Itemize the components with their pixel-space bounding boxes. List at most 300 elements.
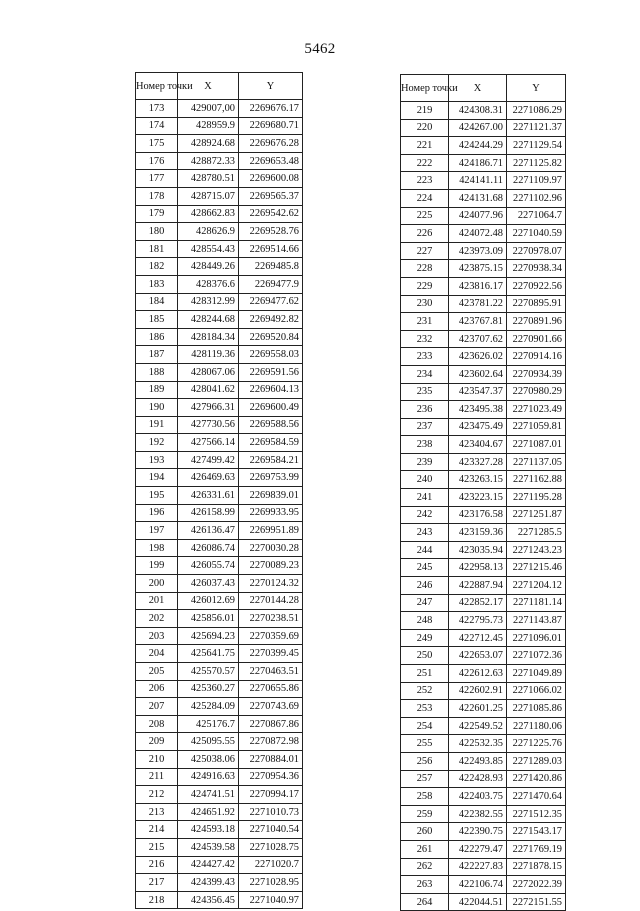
point-number-cell: 190 xyxy=(136,399,178,417)
y-coordinate-cell: 2270655.86 xyxy=(239,680,303,698)
x-coordinate-cell: 422653.07 xyxy=(449,647,507,665)
point-number-cell: 214 xyxy=(136,821,178,839)
point-number-cell: 199 xyxy=(136,557,178,575)
x-coordinate-cell: 428244.68 xyxy=(178,311,239,329)
table-row xyxy=(401,770,566,788)
table-row xyxy=(136,803,303,821)
point-number-cell: 224 xyxy=(401,189,449,207)
point-number-cell: 251 xyxy=(401,665,449,683)
table-row xyxy=(136,786,303,804)
table-row xyxy=(136,100,303,118)
point-number-cell: 247 xyxy=(401,594,449,612)
y-coordinate-cell: 2269485.8 xyxy=(239,258,303,276)
header-x: X xyxy=(449,75,507,102)
y-coordinate-cell: 2271543.17 xyxy=(507,823,566,841)
point-number-cell: 195 xyxy=(136,487,178,505)
point-number-cell: 259 xyxy=(401,805,449,823)
point-number-cell: 244 xyxy=(401,541,449,559)
x-coordinate-cell: 425570.57 xyxy=(178,663,239,681)
point-number-cell: 173 xyxy=(136,100,178,118)
y-coordinate-cell: 2272151.55 xyxy=(507,893,566,911)
x-coordinate-cell: 423767.81 xyxy=(449,313,507,331)
point-number-cell: 262 xyxy=(401,858,449,876)
x-coordinate-cell: 422532.35 xyxy=(449,735,507,753)
point-number-cell: 203 xyxy=(136,627,178,645)
point-number-cell: 204 xyxy=(136,645,178,663)
y-coordinate-cell: 2270895.91 xyxy=(507,295,566,313)
table-row xyxy=(136,381,303,399)
table-row xyxy=(136,399,303,417)
y-coordinate-cell: 2269584.59 xyxy=(239,434,303,452)
x-coordinate-cell: 422428.93 xyxy=(449,770,507,788)
y-coordinate-cell: 2271096.01 xyxy=(507,629,566,647)
x-coordinate-cell: 426158.99 xyxy=(178,504,239,522)
x-coordinate-cell: 426086.74 xyxy=(178,539,239,557)
y-coordinate-cell: 2272022.39 xyxy=(507,876,566,894)
y-coordinate-cell: 2271195.28 xyxy=(507,489,566,507)
x-coordinate-cell: 423875.15 xyxy=(449,260,507,278)
y-coordinate-cell: 2271137.05 xyxy=(507,453,566,471)
point-number-cell: 240 xyxy=(401,471,449,489)
point-number-cell: 264 xyxy=(401,893,449,911)
point-number-cell: 234 xyxy=(401,365,449,383)
x-coordinate-cell: 428067.06 xyxy=(178,363,239,381)
table-row xyxy=(401,559,566,577)
table-row xyxy=(136,821,303,839)
table-row xyxy=(401,489,566,507)
y-coordinate-cell: 2271040.59 xyxy=(507,225,566,243)
y-coordinate-cell: 2270891.96 xyxy=(507,313,566,331)
y-coordinate-cell: 2271769.19 xyxy=(507,840,566,858)
table-row xyxy=(401,471,566,489)
table-row xyxy=(136,522,303,540)
point-number-cell: 246 xyxy=(401,577,449,595)
header-point-number: Номер точки xyxy=(136,73,178,100)
y-coordinate-cell: 2270954.36 xyxy=(239,768,303,786)
x-coordinate-cell: 423404.67 xyxy=(449,436,507,454)
point-number-cell: 260 xyxy=(401,823,449,841)
point-number-cell: 187 xyxy=(136,346,178,364)
table-row xyxy=(401,506,566,524)
x-coordinate-cell: 424651.92 xyxy=(178,803,239,821)
x-coordinate-cell: 423263.15 xyxy=(449,471,507,489)
table-row xyxy=(401,524,566,542)
y-coordinate-cell: 2269600.08 xyxy=(239,170,303,188)
y-coordinate-cell: 2270872.98 xyxy=(239,733,303,751)
point-number-cell: 182 xyxy=(136,258,178,276)
x-coordinate-cell: 426331.61 xyxy=(178,487,239,505)
point-number-cell: 177 xyxy=(136,170,178,188)
table-row xyxy=(136,874,303,892)
y-coordinate-cell: 2270463.51 xyxy=(239,663,303,681)
table-row xyxy=(136,575,303,593)
point-number-cell: 175 xyxy=(136,135,178,153)
x-coordinate-cell: 424141.11 xyxy=(449,172,507,190)
y-coordinate-cell: 2270884.01 xyxy=(239,750,303,768)
y-coordinate-cell: 2269753.99 xyxy=(239,469,303,487)
point-number-cell: 216 xyxy=(136,856,178,874)
point-number-cell: 256 xyxy=(401,752,449,770)
y-coordinate-cell: 2269591.56 xyxy=(239,363,303,381)
x-coordinate-cell: 422887.94 xyxy=(449,577,507,595)
x-coordinate-cell: 425095.55 xyxy=(178,733,239,751)
table-row xyxy=(136,768,303,786)
table-row xyxy=(401,207,566,225)
x-coordinate-cell: 426055.74 xyxy=(178,557,239,575)
table-row xyxy=(401,189,566,207)
y-coordinate-cell: 2270978.07 xyxy=(507,242,566,260)
y-coordinate-cell: 2269604.13 xyxy=(239,381,303,399)
x-coordinate-cell: 422403.75 xyxy=(449,788,507,806)
point-number-cell: 184 xyxy=(136,293,178,311)
table-row xyxy=(136,416,303,434)
x-coordinate-cell: 428376.6 xyxy=(178,275,239,293)
y-coordinate-cell: 2270399.45 xyxy=(239,645,303,663)
point-number-cell: 196 xyxy=(136,504,178,522)
table-row xyxy=(401,752,566,770)
x-coordinate-cell: 422612.63 xyxy=(449,665,507,683)
x-coordinate-cell: 422390.75 xyxy=(449,823,507,841)
table-row xyxy=(401,330,566,348)
table-row xyxy=(401,383,566,401)
point-number-cell: 238 xyxy=(401,436,449,454)
y-coordinate-cell: 2271049.89 xyxy=(507,665,566,683)
table-row xyxy=(401,295,566,313)
point-number-cell: 207 xyxy=(136,698,178,716)
y-coordinate-cell: 2269558.03 xyxy=(239,346,303,364)
x-coordinate-cell: 425641.75 xyxy=(178,645,239,663)
x-coordinate-cell: 426136.47 xyxy=(178,522,239,540)
x-coordinate-cell: 422602.91 xyxy=(449,682,507,700)
point-number-cell: 193 xyxy=(136,451,178,469)
point-number-cell: 201 xyxy=(136,592,178,610)
table-row xyxy=(401,893,566,911)
table-row xyxy=(401,260,566,278)
y-coordinate-cell: 2270124.32 xyxy=(239,575,303,593)
x-coordinate-cell: 422958.13 xyxy=(449,559,507,577)
table-row xyxy=(136,311,303,329)
point-number-cell: 245 xyxy=(401,559,449,577)
y-coordinate-cell: 2270901.66 xyxy=(507,330,566,348)
y-coordinate-cell: 2271512.35 xyxy=(507,805,566,823)
table-row xyxy=(136,891,303,909)
point-number-cell: 255 xyxy=(401,735,449,753)
header-y: Y xyxy=(239,73,303,100)
table-row xyxy=(136,258,303,276)
y-coordinate-cell: 2269565.37 xyxy=(239,187,303,205)
table-row xyxy=(401,277,566,295)
table-row xyxy=(401,665,566,683)
point-number-cell: 232 xyxy=(401,330,449,348)
x-coordinate-cell: 423781.22 xyxy=(449,295,507,313)
table-header-row xyxy=(401,75,566,102)
x-coordinate-cell: 428119.36 xyxy=(178,346,239,364)
x-coordinate-cell: 428184.34 xyxy=(178,328,239,346)
y-coordinate-cell: 2270867.86 xyxy=(239,715,303,733)
table-row xyxy=(401,612,566,630)
point-number-cell: 219 xyxy=(401,102,449,120)
x-coordinate-cell: 423223.15 xyxy=(449,489,507,507)
header-point-number: Номер точки xyxy=(401,75,449,102)
x-coordinate-cell: 422549.52 xyxy=(449,717,507,735)
y-coordinate-cell: 2271143.87 xyxy=(507,612,566,630)
x-coordinate-cell: 425360.27 xyxy=(178,680,239,698)
y-coordinate-cell: 2271181.14 xyxy=(507,594,566,612)
point-number-cell: 194 xyxy=(136,469,178,487)
point-number-cell: 263 xyxy=(401,876,449,894)
x-coordinate-cell: 429007,00 xyxy=(178,100,239,118)
table-row xyxy=(136,152,303,170)
y-coordinate-cell: 2271102.96 xyxy=(507,189,566,207)
table-row xyxy=(136,346,303,364)
x-coordinate-cell: 423602.64 xyxy=(449,365,507,383)
point-number-cell: 215 xyxy=(136,838,178,856)
x-coordinate-cell: 422227.83 xyxy=(449,858,507,876)
x-coordinate-cell: 428780.51 xyxy=(178,170,239,188)
x-coordinate-cell: 423176.58 xyxy=(449,506,507,524)
table-row xyxy=(401,401,566,419)
point-number-cell: 220 xyxy=(401,119,449,137)
y-coordinate-cell: 2269477.62 xyxy=(239,293,303,311)
x-coordinate-cell: 427966.31 xyxy=(178,399,239,417)
x-coordinate-cell: 428041.62 xyxy=(178,381,239,399)
x-coordinate-cell: 425694.23 xyxy=(178,627,239,645)
table-row xyxy=(136,223,303,241)
table-row xyxy=(401,629,566,647)
table-row xyxy=(401,840,566,858)
table-row xyxy=(401,577,566,595)
y-coordinate-cell: 2271215.46 xyxy=(507,559,566,577)
point-number-cell: 248 xyxy=(401,612,449,630)
y-coordinate-cell: 2270980.29 xyxy=(507,383,566,401)
table-row xyxy=(136,610,303,628)
point-number-cell: 254 xyxy=(401,717,449,735)
table-row xyxy=(136,592,303,610)
table-row xyxy=(401,365,566,383)
point-number-cell: 176 xyxy=(136,152,178,170)
table-header-row xyxy=(136,73,303,100)
table-row xyxy=(401,700,566,718)
y-coordinate-cell: 2269492.82 xyxy=(239,311,303,329)
point-number-cell: 243 xyxy=(401,524,449,542)
point-number-cell: 192 xyxy=(136,434,178,452)
y-coordinate-cell: 2270922.56 xyxy=(507,277,566,295)
x-coordinate-cell: 426012.69 xyxy=(178,592,239,610)
point-number-cell: 181 xyxy=(136,240,178,258)
point-number-cell: 223 xyxy=(401,172,449,190)
point-number-cell: 197 xyxy=(136,522,178,540)
y-coordinate-cell: 2269933.95 xyxy=(239,504,303,522)
y-coordinate-cell: 2269584.21 xyxy=(239,451,303,469)
point-number-cell: 221 xyxy=(401,137,449,155)
x-coordinate-cell: 424427.42 xyxy=(178,856,239,874)
y-coordinate-cell: 2269676.17 xyxy=(239,100,303,118)
y-coordinate-cell: 2269514.66 xyxy=(239,240,303,258)
point-number-cell: 210 xyxy=(136,750,178,768)
x-coordinate-cell: 425038.06 xyxy=(178,750,239,768)
point-number-cell: 233 xyxy=(401,348,449,366)
y-coordinate-cell: 2269653.48 xyxy=(239,152,303,170)
y-coordinate-cell: 2270359.69 xyxy=(239,627,303,645)
point-number-cell: 253 xyxy=(401,700,449,718)
x-coordinate-cell: 428449.26 xyxy=(178,258,239,276)
y-coordinate-cell: 2269839.01 xyxy=(239,487,303,505)
header-x: X xyxy=(178,73,239,100)
x-coordinate-cell: 428715.07 xyxy=(178,187,239,205)
x-coordinate-cell: 424539.58 xyxy=(178,838,239,856)
point-number-cell: 206 xyxy=(136,680,178,698)
y-coordinate-cell: 2271010.73 xyxy=(239,803,303,821)
point-number-cell: 235 xyxy=(401,383,449,401)
y-coordinate-cell: 2269676.28 xyxy=(239,135,303,153)
point-number-cell: 222 xyxy=(401,154,449,172)
y-coordinate-cell: 2271020.7 xyxy=(239,856,303,874)
y-coordinate-cell: 2271085.86 xyxy=(507,700,566,718)
point-number-cell: 179 xyxy=(136,205,178,223)
table-row xyxy=(136,733,303,751)
table-row xyxy=(136,293,303,311)
y-coordinate-cell: 2270238.51 xyxy=(239,610,303,628)
table-row xyxy=(401,137,566,155)
x-coordinate-cell: 423707.62 xyxy=(449,330,507,348)
y-coordinate-cell: 2271162.88 xyxy=(507,471,566,489)
x-coordinate-cell: 428312.99 xyxy=(178,293,239,311)
point-number-cell: 257 xyxy=(401,770,449,788)
point-number-cell: 178 xyxy=(136,187,178,205)
x-coordinate-cell: 424593.18 xyxy=(178,821,239,839)
y-coordinate-cell: 2270089.23 xyxy=(239,557,303,575)
y-coordinate-cell: 2269951.89 xyxy=(239,522,303,540)
point-number-cell: 218 xyxy=(136,891,178,909)
point-number-cell: 237 xyxy=(401,418,449,436)
x-coordinate-cell: 422382.55 xyxy=(449,805,507,823)
table-row xyxy=(401,453,566,471)
y-coordinate-cell: 2269680.71 xyxy=(239,117,303,135)
table-row xyxy=(136,680,303,698)
x-coordinate-cell: 422712.45 xyxy=(449,629,507,647)
y-coordinate-cell: 2271028.75 xyxy=(239,838,303,856)
table-row xyxy=(136,539,303,557)
y-coordinate-cell: 2269477.9 xyxy=(239,275,303,293)
x-coordinate-cell: 424308.31 xyxy=(449,102,507,120)
point-number-cell: 186 xyxy=(136,328,178,346)
table-row xyxy=(136,363,303,381)
y-coordinate-cell: 2270743.69 xyxy=(239,698,303,716)
x-coordinate-cell: 422795.73 xyxy=(449,612,507,630)
y-coordinate-cell: 2271129.54 xyxy=(507,137,566,155)
point-number-cell: 189 xyxy=(136,381,178,399)
y-coordinate-cell: 2269520.84 xyxy=(239,328,303,346)
table-row xyxy=(136,451,303,469)
table-row xyxy=(136,328,303,346)
point-number-cell: 183 xyxy=(136,275,178,293)
point-number-cell: 208 xyxy=(136,715,178,733)
point-number-cell: 211 xyxy=(136,768,178,786)
table-row xyxy=(136,117,303,135)
table-row xyxy=(136,715,303,733)
table-row xyxy=(136,135,303,153)
table-row xyxy=(401,436,566,454)
table-row xyxy=(401,119,566,137)
y-coordinate-cell: 2271125.82 xyxy=(507,154,566,172)
x-coordinate-cell: 428872.33 xyxy=(178,152,239,170)
x-coordinate-cell: 423035.94 xyxy=(449,541,507,559)
y-coordinate-cell: 2271087.01 xyxy=(507,436,566,454)
table-row xyxy=(136,645,303,663)
table-row xyxy=(136,698,303,716)
y-coordinate-cell: 2271289.03 xyxy=(507,752,566,770)
point-number-cell: 213 xyxy=(136,803,178,821)
table-row xyxy=(401,876,566,894)
y-coordinate-cell: 2270144.28 xyxy=(239,592,303,610)
point-number-cell: 231 xyxy=(401,313,449,331)
x-coordinate-cell: 423159.36 xyxy=(449,524,507,542)
x-coordinate-cell: 428924.68 xyxy=(178,135,239,153)
y-coordinate-cell: 2269542.62 xyxy=(239,205,303,223)
table-row xyxy=(401,823,566,841)
point-number-cell: 198 xyxy=(136,539,178,557)
x-coordinate-cell: 424356.45 xyxy=(178,891,239,909)
table-row xyxy=(136,240,303,258)
x-coordinate-cell: 424267.00 xyxy=(449,119,507,137)
x-coordinate-cell: 422279.47 xyxy=(449,840,507,858)
x-coordinate-cell: 424186.71 xyxy=(449,154,507,172)
x-coordinate-cell: 422601.25 xyxy=(449,700,507,718)
point-number-cell: 229 xyxy=(401,277,449,295)
table-row xyxy=(136,750,303,768)
point-number-cell: 258 xyxy=(401,788,449,806)
y-coordinate-cell: 2271243.23 xyxy=(507,541,566,559)
y-coordinate-cell: 2271285.5 xyxy=(507,524,566,542)
y-coordinate-cell: 2271064.7 xyxy=(507,207,566,225)
y-coordinate-cell: 2269528.76 xyxy=(239,223,303,241)
table-row xyxy=(401,788,566,806)
point-number-cell: 250 xyxy=(401,647,449,665)
x-coordinate-cell: 424244.29 xyxy=(449,137,507,155)
table-row xyxy=(401,717,566,735)
y-coordinate-cell: 2270914.16 xyxy=(507,348,566,366)
x-coordinate-cell: 422044.51 xyxy=(449,893,507,911)
coordinates-table-left xyxy=(135,72,303,909)
point-number-cell: 205 xyxy=(136,663,178,681)
table-row xyxy=(401,154,566,172)
x-coordinate-cell: 424072.48 xyxy=(449,225,507,243)
point-number-cell: 200 xyxy=(136,575,178,593)
x-coordinate-cell: 423327.28 xyxy=(449,453,507,471)
table-row xyxy=(401,858,566,876)
x-coordinate-cell: 427499.42 xyxy=(178,451,239,469)
point-number-cell: 209 xyxy=(136,733,178,751)
y-coordinate-cell: 2270994.17 xyxy=(239,786,303,804)
x-coordinate-cell: 422852.17 xyxy=(449,594,507,612)
x-coordinate-cell: 427730.56 xyxy=(178,416,239,434)
table-row xyxy=(401,594,566,612)
x-coordinate-cell: 422493.85 xyxy=(449,752,507,770)
x-coordinate-cell: 424131.68 xyxy=(449,189,507,207)
x-coordinate-cell: 423495.38 xyxy=(449,401,507,419)
point-number-cell: 242 xyxy=(401,506,449,524)
x-coordinate-cell: 428959.9 xyxy=(178,117,239,135)
x-coordinate-cell: 428662.83 xyxy=(178,205,239,223)
table-row xyxy=(136,838,303,856)
table-row xyxy=(401,541,566,559)
table-row xyxy=(401,102,566,120)
point-number-cell: 236 xyxy=(401,401,449,419)
x-coordinate-cell: 423973.09 xyxy=(449,242,507,260)
point-number-cell: 241 xyxy=(401,489,449,507)
point-number-cell: 180 xyxy=(136,223,178,241)
x-coordinate-cell: 425856.01 xyxy=(178,610,239,628)
